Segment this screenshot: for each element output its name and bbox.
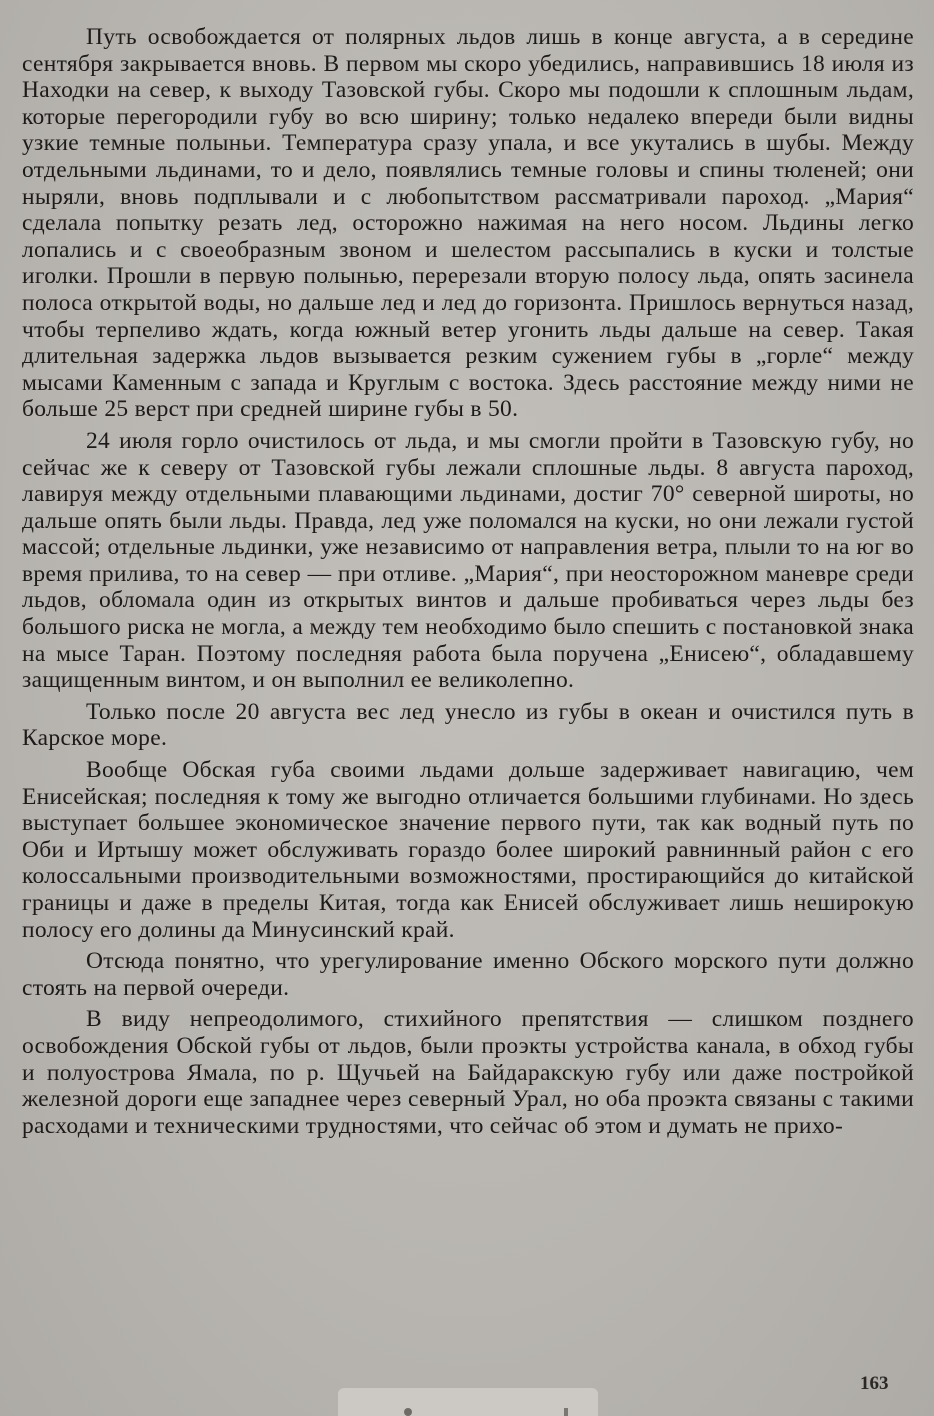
viewer-bottom-handle[interactable] [338,1388,598,1416]
paragraph: Отсюда понятно, что урегулирование именно Обского морского пути должно стоять на первой очереди. [22,948,914,1001]
handle-mark-icon [564,1408,568,1416]
paragraph: Путь освобождается от полярных льдов лишь в конце августа, а в середине сентября закрывается вновь. В первом мы скоро убедились, направившись 18 июля из Находки на север, к выходу Тазовской губы. Скоро мы подошли к сплошным льдам, которые перегородили губу во всю ширину; только недалеко впереди были видны узкие темные полыньи. Температура сразу упала, и все укутались в шубы. Между отдельными льдинами, то и дело, появлялись темные головы и спины тюленей; они ныряли, вновь подплывали и с любопытством рассматривали пароход. „Мария“ сделала попытку резать лед, осторожно нажимая на него носом. Льдины легко лопались и с своеобразным звоном и шелестом рассыпались в куски и толстые иголки. Прошли в первую полынью, перерезали вторую полосу льда, опять засинела полоса открытой воды, но дальше лед и лед до горизонта. Пришлось вернуться назад, чтобы терпеливо ждать, когда южный ветер угонить льды дальше на север. Такая длительная задержка льдов вызывается резким сужением губы в „горле“ между мысами Каменным с запада и Круглым с востока. Здесь расстояние между ними не больше 25 верст при средней ширине губы в 50. [22,24,914,423]
page-number: 163 [860,1373,889,1394]
paragraph: Только после 20 августа вес лед унесло из губы в океан и очистился путь в Карское море. [22,698,914,752]
page-body-text [22,24,914,1144]
paragraph: 24 июля горло очистилось от льда, и мы смогли пройти в Тазовскую губу, но сейчас же к северу от Тазовской губы лежали сплошные льды. 8 августа пароход, лавируя между отдельными плавающими льдинами, достиг 70° северной широты, но дальше опять были льды. Правда, лед уже поломался на куски, но они лежали густой массой; отдельные льдинки, уже независимо от направления ветра, плыли то на юг во время прилива, то на север — при отливе. „Мария“, при неосторожном маневре среди льдов, обломала один из открытых винтов и дальше пробиваться через льды без большого риска не могла, а между тем необходимо было спешить с постановкой знака на мысе Таран. Поэтому последняя работа была поручена „Енисею“, обладавшему защищенным винтом, и он выполнил ее великолепно. [22,427,914,694]
paragraph: Вообще Обская губа своими льдами дольше задерживает навигацию, чем Енисейская; последняя к тому же выгодно отличается большими глубинами. Но здесь выступает большее экономическое значение первого пути, так как водный путь по Оби и Иртышу может обслуживать гораздо более широкий равнинный район с его колоссальными производительными возможностями, простирающийся до китайской границы и даже в пределы Китая, тогда как Енисей обслуживает лишь неширокую полосу его долины да Минусинский край. [22,757,914,943]
paragraph: В виду непреодолимого, стихийного препятствия — слишком позднего освобождения Обской губы от льдов, были проэкты устройства канала, в обход губы и полуострова Ямала, по р. Щучьей на Байдаракскую губу или даже постройкой железной дороги еще западнее через северный Урал, но оба проэкта связаны с такими расходами и техническими трудностями, что сейчас об этом и думать не прихо- [22,1006,914,1139]
handle-dot-icon [404,1408,412,1416]
